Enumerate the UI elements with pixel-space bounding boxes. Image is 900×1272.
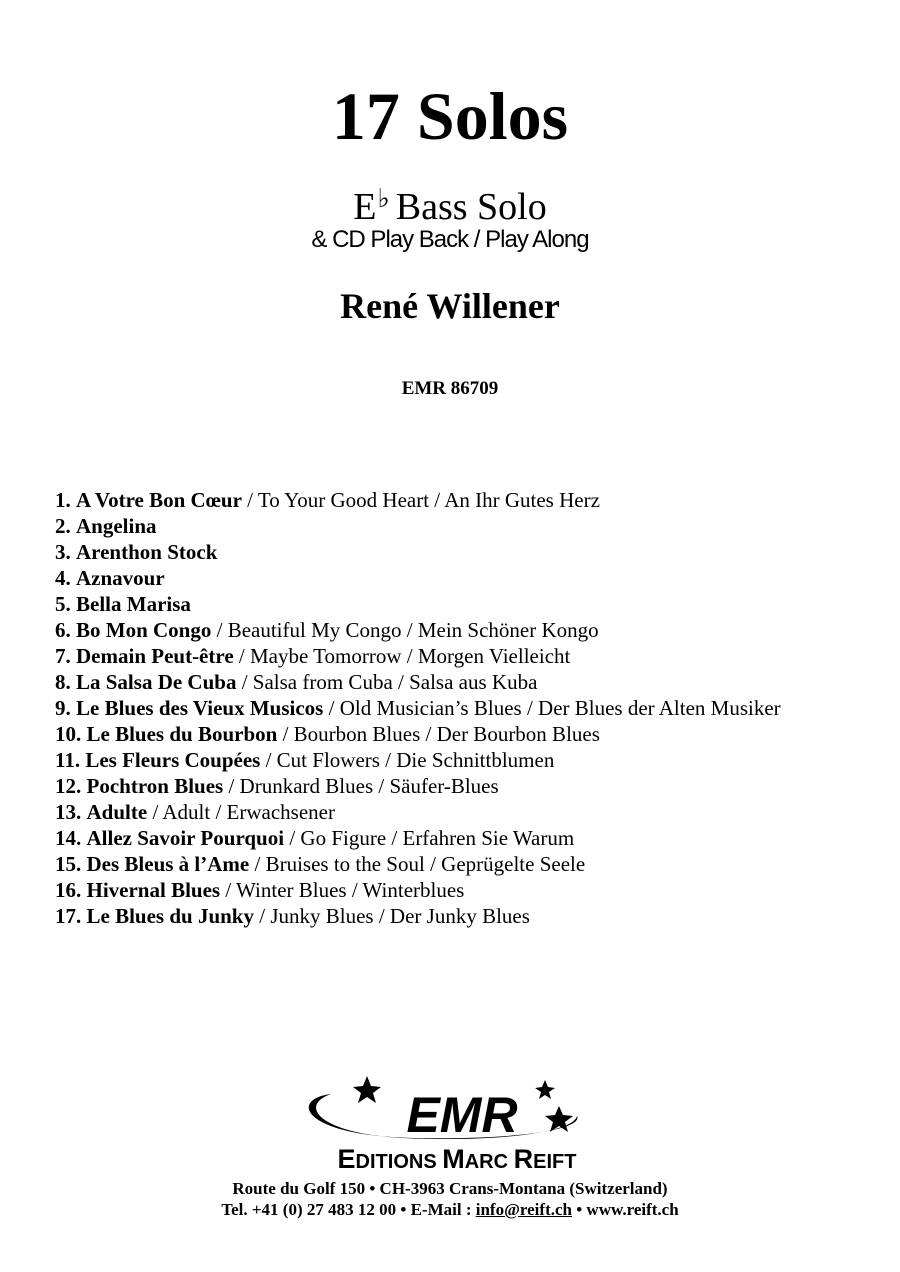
track-title: Bella Marisa	[76, 592, 191, 616]
track-number: 10.	[55, 722, 82, 746]
instrument-line	[0, 176, 900, 230]
track-item	[55, 773, 885, 799]
track-item	[55, 643, 885, 669]
track-item	[55, 721, 885, 747]
track-title: Angelina	[76, 514, 157, 538]
track-number: 3.	[55, 540, 71, 564]
track-translations: / Cut Flowers / Die Schnittblumen	[260, 748, 555, 772]
logo-emr-text: EMR	[406, 1087, 518, 1143]
track-title: Le Blues des Vieux Musicos	[76, 696, 324, 720]
flat-sign: ♭	[377, 184, 390, 213]
track-number: 13.	[55, 800, 82, 824]
track-translations: / Drunkard Blues / Säufer-Blues	[223, 774, 499, 798]
track-translations: / Winter Blues / Winterblues	[220, 878, 465, 902]
track-title: Bo Mon Congo	[76, 618, 212, 642]
track-translations: / Adult / Erwachsener	[147, 800, 335, 824]
track-item	[55, 487, 885, 513]
instrument-note: E	[353, 186, 377, 228]
track-item	[55, 825, 885, 851]
track-item	[55, 669, 885, 695]
track-number: 16.	[55, 878, 82, 902]
track-translations: / Junky Blues / Der Junky Blues	[254, 904, 530, 928]
track-translations: / Bruises to the Soul / Geprügelte Seele	[249, 852, 586, 876]
track-number: 11.	[55, 748, 81, 772]
track-item	[55, 851, 885, 877]
track-title: Allez Savoir Pourquoi	[86, 826, 285, 850]
track-number: 17.	[55, 904, 82, 928]
track-number: 14.	[55, 826, 82, 850]
track-item	[55, 513, 885, 539]
publisher-name: EDITIONS MARC REIFT	[337, 1144, 577, 1174]
track-title: Les Fleurs Coupées	[85, 748, 261, 772]
track-number: 4.	[55, 566, 71, 590]
track-translations: / Maybe Tomorrow / Morgen Vielleicht	[233, 644, 571, 668]
track-translations: / Go Figure / Erfahren Sie Warum	[284, 826, 575, 850]
track-item	[55, 617, 885, 643]
track-number: 15.	[55, 852, 82, 876]
track-item	[55, 877, 885, 903]
cd-subline: & CD Play Back / Play Along	[311, 226, 589, 253]
track-number: 7.	[55, 644, 71, 668]
contact-line: Tel. +41 (0) 27 483 12 00 • E-Mail : info@reift.ch • www.reift.ch	[221, 1200, 679, 1219]
track-number: 6.	[55, 618, 71, 642]
track-number: 2.	[55, 514, 71, 538]
track-title: Demain Peut-être	[76, 644, 234, 668]
track-title: La Salsa De Cuba	[76, 670, 237, 694]
track-title: Des Bleus à l’Ame	[86, 852, 250, 876]
track-number: 1.	[55, 488, 71, 512]
track-translations: / Old Musician’s Blues / Der Blues der Alten Musiker	[323, 696, 781, 720]
composer-name: René Willener	[340, 286, 560, 326]
track-number: 12.	[55, 774, 82, 798]
track-item	[55, 903, 885, 929]
emr-logo	[237, 1072, 677, 1176]
track-item	[55, 747, 885, 773]
page-title: 17 Solos	[331, 78, 569, 154]
track-title: Aznavour	[76, 566, 165, 590]
track-title: Pochtron Blues	[86, 774, 224, 798]
track-translations: / To Your Good Heart / An Ihr Gutes Herz	[241, 488, 600, 512]
track-item	[55, 539, 885, 565]
publisher-address	[0, 1178, 900, 1220]
instrument-name: Bass Solo	[395, 186, 547, 228]
track-title: Hivernal Blues	[86, 878, 221, 902]
track-number: 8.	[55, 670, 71, 694]
track-translations: / Bourbon Blues / Der Bourbon Blues	[277, 722, 600, 746]
track-translations: / Beautiful My Congo / Mein Schöner Kongo	[211, 618, 599, 642]
track-item	[55, 565, 885, 591]
track-number: 5.	[55, 592, 71, 616]
catalog-number: EMR 86709	[401, 378, 499, 399]
track-item	[55, 799, 885, 825]
track-title: Le Blues du Bourbon	[86, 722, 278, 746]
address-line: Route du Golf 150 • CH-3963 Crans-Montana (Switzerland)	[232, 1179, 668, 1198]
track-number: 9.	[55, 696, 71, 720]
track-title: Arenthon Stock	[76, 540, 218, 564]
track-title: Le Blues du Junky	[86, 904, 254, 928]
track-translations: / Salsa from Cuba / Salsa aus Kuba	[236, 670, 538, 694]
track-title: Adulte	[86, 800, 148, 824]
email-link[interactable]: info@reift.ch	[475, 1200, 572, 1219]
track-item	[55, 591, 885, 617]
track-list	[55, 487, 885, 929]
track-item	[55, 695, 885, 721]
track-title: A Votre Bon Cœur	[76, 488, 242, 512]
